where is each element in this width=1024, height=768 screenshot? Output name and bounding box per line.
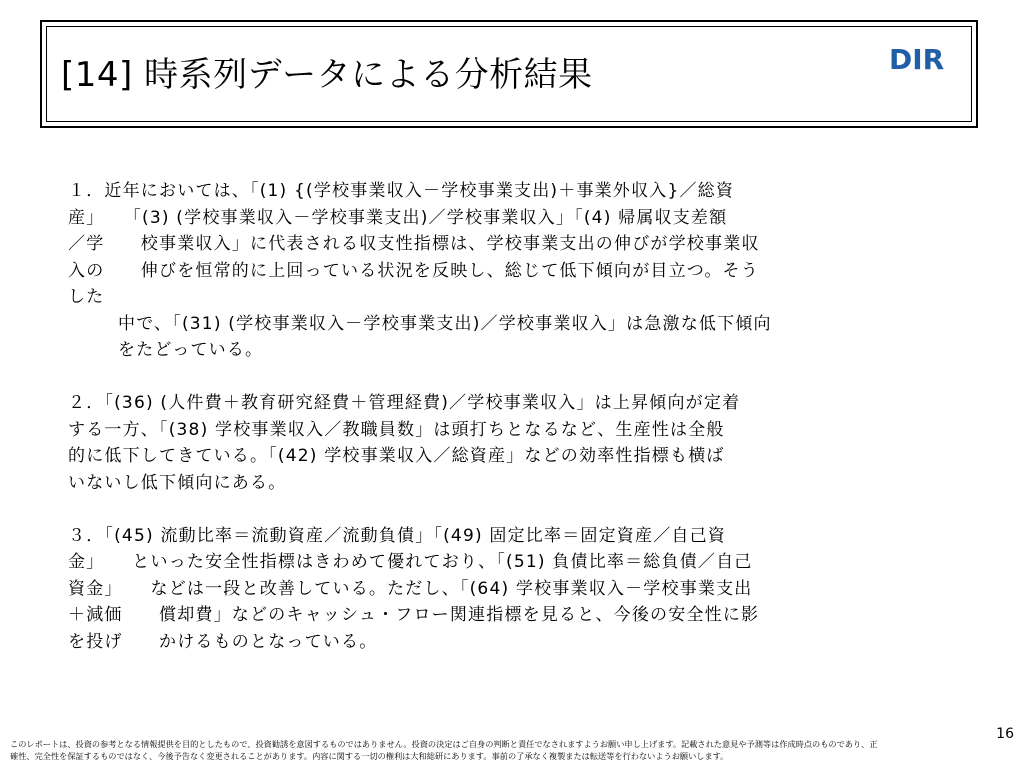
paragraph-line: ２．「(36) (人件費＋教育研究経費＋管理経費)／学校事業収入」は上昇傾向が定着	[68, 393, 741, 413]
paragraph-line: 金」 といった安全性指標はきわめて優れており、「(51) 負債比率＝総負債／自己	[68, 552, 753, 572]
dir-logo	[889, 41, 961, 75]
paragraph-line: ３．「(45) 流動比率＝流動資産／流動負債」「(49) 固定比率＝固定資産／自己資	[68, 525, 726, 546]
paragraph-line: 中で、「(31) (学校事業収入－学校事業支出)／学校事業収入」は急激な低下傾向	[118, 313, 772, 334]
paragraph-line: した	[68, 287, 105, 307]
paragraph-line: ＋減価 償却費」などのキャッシュ・フロー関連指標を見ると、今後の安全性に影	[68, 605, 760, 625]
paragraph-line: する一方、「(38) 学校事業収入／教職員数」は頭打ちとなるなど、生産性は全般	[68, 419, 725, 440]
logo-text: DIR	[889, 43, 945, 75]
paragraph-gap	[68, 496, 956, 523]
paragraph-line: 資金」 などは一段と改善している。ただし、「(64) 学校事業収入－学校事業支出	[68, 578, 753, 599]
paragraph-3	[68, 523, 956, 656]
slide-title: [14] 時系列データによる分析結果	[61, 55, 593, 95]
paragraph-2	[68, 390, 956, 496]
disclaimer-line: 確性、完全性を保証するものではなく、今後予告なく変更されることがあります。内容に関する一切の権利は大和総研にあります。事前の了承なく複製または転送等を行わないようお願いします。	[10, 751, 729, 761]
paragraph-line: いないし低下傾向にある。	[68, 472, 287, 493]
paragraph-line: 的に低下してきている。「(42) 学校事業収入／総資産」などの効率性指標も横ば	[68, 446, 725, 466]
paragraph-gap	[68, 364, 956, 391]
paragraph-line: 産」 「(3) (学校事業収入－学校事業支出)／学校事業収入」「(4) 帰属収支差額	[68, 207, 728, 228]
title-frame	[40, 20, 978, 128]
page-number: 16	[996, 726, 1014, 742]
paragraph-line: をたどっている。	[118, 340, 264, 360]
paragraph-line: ／学 校事業収入」に代表される収支性指標は、学校事業支出の伸びが学校事業収	[68, 234, 760, 254]
disclaimer-line: このレポートは、投資の参考となる情報提供を目的としたもので、投資勧誘を意図するものではありません。投資の決定はご自身の判断と責任でなされますようお願い申し上げます。記載された意見や予測等は作成時点のものであり、正	[10, 739, 878, 749]
paragraph-1	[68, 178, 956, 364]
body-text	[68, 178, 956, 655]
paragraph-line: １．近年においては、「(1) {(学校事業収入－学校事業支出)＋事業外収入}／総資	[68, 181, 735, 201]
disclaimer	[10, 738, 1010, 762]
paragraph-line: を投げ かけるものとなっている。	[68, 631, 378, 652]
title-frame-inner	[46, 26, 972, 122]
paragraph-line: 入の 伸びを恒常的に上回っている状況を反映し、総じて低下傾向が目立つ。そう	[68, 260, 759, 281]
